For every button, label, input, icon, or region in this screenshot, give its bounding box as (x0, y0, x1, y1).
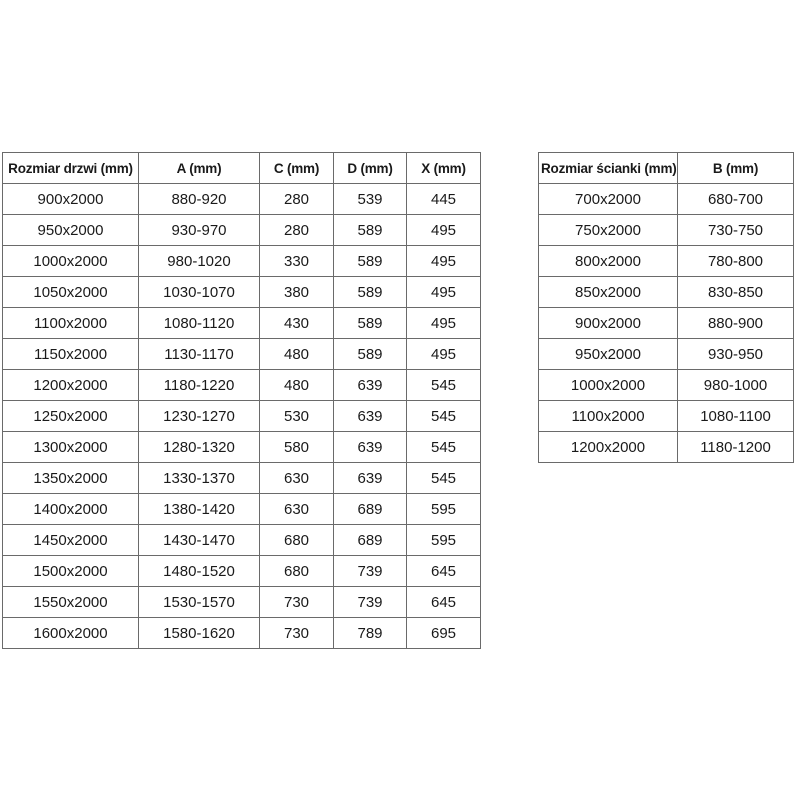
table-cell: 639 (334, 432, 407, 463)
table-row (3, 339, 481, 370)
table-cell: 689 (334, 494, 407, 525)
table-cell: 495 (407, 277, 481, 308)
table-cell: 495 (407, 246, 481, 277)
table-row (539, 184, 794, 215)
table-cell: 545 (407, 432, 481, 463)
table-cell: 495 (407, 308, 481, 339)
table-row (3, 246, 481, 277)
table-cell: 1550x2000 (3, 587, 139, 618)
table-cell: 639 (334, 401, 407, 432)
table-cell: 330 (260, 246, 334, 277)
door-size-table (2, 152, 481, 649)
table-cell: 850x2000 (539, 277, 678, 308)
table-cell: 480 (260, 339, 334, 370)
table-cell: 900x2000 (539, 308, 678, 339)
table-row (3, 401, 481, 432)
table-row (3, 184, 481, 215)
table-row (539, 401, 794, 432)
column-header: A (mm) (139, 153, 260, 184)
table-cell: 739 (334, 587, 407, 618)
table-cell: 645 (407, 556, 481, 587)
table-cell: 630 (260, 463, 334, 494)
table-cell: 589 (334, 277, 407, 308)
table-cell: 739 (334, 556, 407, 587)
table-cell: 1180-1220 (139, 370, 260, 401)
table-cell: 495 (407, 215, 481, 246)
table-cell: 730-750 (678, 215, 794, 246)
table-cell: 930-970 (139, 215, 260, 246)
table-cell: 680 (260, 525, 334, 556)
table-cell: 639 (334, 370, 407, 401)
table-cell: 730 (260, 587, 334, 618)
table-cell: 1530-1570 (139, 587, 260, 618)
table-cell: 1300x2000 (3, 432, 139, 463)
table-cell: 645 (407, 587, 481, 618)
table-cell: 1150x2000 (3, 339, 139, 370)
table-cell: 1430-1470 (139, 525, 260, 556)
table-cell: 950x2000 (3, 215, 139, 246)
header-row (3, 153, 481, 184)
table-cell: 1100x2000 (3, 308, 139, 339)
table-cell: 780-800 (678, 246, 794, 277)
table-cell: 595 (407, 494, 481, 525)
table-cell: 480 (260, 370, 334, 401)
table-row (3, 277, 481, 308)
header-row (539, 153, 794, 184)
table-row (3, 618, 481, 649)
table-cell: 750x2000 (539, 215, 678, 246)
table-cell: 445 (407, 184, 481, 215)
table-cell: 1350x2000 (3, 463, 139, 494)
table-row (3, 463, 481, 494)
table-row (3, 587, 481, 618)
table-cell: 1030-1070 (139, 277, 260, 308)
table-cell: 880-920 (139, 184, 260, 215)
table-cell: 900x2000 (3, 184, 139, 215)
table-cell: 930-950 (678, 339, 794, 370)
table-cell: 1480-1520 (139, 556, 260, 587)
table-cell: 1000x2000 (3, 246, 139, 277)
table-cell: 700x2000 (539, 184, 678, 215)
table-cell: 1600x2000 (3, 618, 139, 649)
table-cell: 530 (260, 401, 334, 432)
wall-size-table (538, 152, 794, 463)
table-row (3, 308, 481, 339)
table-cell: 1050x2000 (3, 277, 139, 308)
table-row (3, 370, 481, 401)
table-row (539, 215, 794, 246)
column-header: X (mm) (407, 153, 481, 184)
table-cell: 539 (334, 184, 407, 215)
table-cell: 280 (260, 215, 334, 246)
table-cell: 880-900 (678, 308, 794, 339)
column-header: D (mm) (334, 153, 407, 184)
table-cell: 730 (260, 618, 334, 649)
table-cell: 495 (407, 339, 481, 370)
table-cell: 1330-1370 (139, 463, 260, 494)
table-cell: 1200x2000 (3, 370, 139, 401)
column-header: C (mm) (260, 153, 334, 184)
table-cell: 595 (407, 525, 481, 556)
table-cell: 950x2000 (539, 339, 678, 370)
table-cell: 789 (334, 618, 407, 649)
table-cell: 1380-1420 (139, 494, 260, 525)
table-cell: 545 (407, 370, 481, 401)
table-cell: 1450x2000 (3, 525, 139, 556)
table-cell: 1500x2000 (3, 556, 139, 587)
table-cell: 639 (334, 463, 407, 494)
table-cell: 1000x2000 (539, 370, 678, 401)
table-row (3, 215, 481, 246)
table-cell: 1180-1200 (678, 432, 794, 463)
column-header: B (mm) (678, 153, 794, 184)
table-row (539, 370, 794, 401)
table-cell: 380 (260, 277, 334, 308)
table-cell: 830-850 (678, 277, 794, 308)
table-cell: 800x2000 (539, 246, 678, 277)
table-cell: 980-1020 (139, 246, 260, 277)
table-cell: 1250x2000 (3, 401, 139, 432)
table-cell: 695 (407, 618, 481, 649)
table-cell: 1080-1120 (139, 308, 260, 339)
table-cell: 545 (407, 463, 481, 494)
table-cell: 1280-1320 (139, 432, 260, 463)
table-row (539, 246, 794, 277)
table-cell: 589 (334, 215, 407, 246)
table-cell: 680-700 (678, 184, 794, 215)
table-cell: 1100x2000 (539, 401, 678, 432)
table-cell: 689 (334, 525, 407, 556)
table-cell: 589 (334, 246, 407, 277)
table-row (3, 525, 481, 556)
table-cell: 980-1000 (678, 370, 794, 401)
table-cell: 580 (260, 432, 334, 463)
table-row (539, 277, 794, 308)
table-cell: 545 (407, 401, 481, 432)
table-row (539, 339, 794, 370)
column-header: Rozmiar ścianki (mm) (539, 153, 678, 184)
table-cell: 589 (334, 339, 407, 370)
table-cell: 1400x2000 (3, 494, 139, 525)
table-cell: 280 (260, 184, 334, 215)
table-row (539, 432, 794, 463)
table-cell: 1130-1170 (139, 339, 260, 370)
table-cell: 680 (260, 556, 334, 587)
table-row (539, 308, 794, 339)
table-cell: 1580-1620 (139, 618, 260, 649)
table-cell: 589 (334, 308, 407, 339)
table-cell: 1230-1270 (139, 401, 260, 432)
table-row (3, 556, 481, 587)
table-row (3, 494, 481, 525)
table-row (3, 432, 481, 463)
table-cell: 430 (260, 308, 334, 339)
table-cell: 630 (260, 494, 334, 525)
column-header: Rozmiar drzwi (mm) (3, 153, 139, 184)
table-cell: 1200x2000 (539, 432, 678, 463)
table-cell: 1080-1100 (678, 401, 794, 432)
